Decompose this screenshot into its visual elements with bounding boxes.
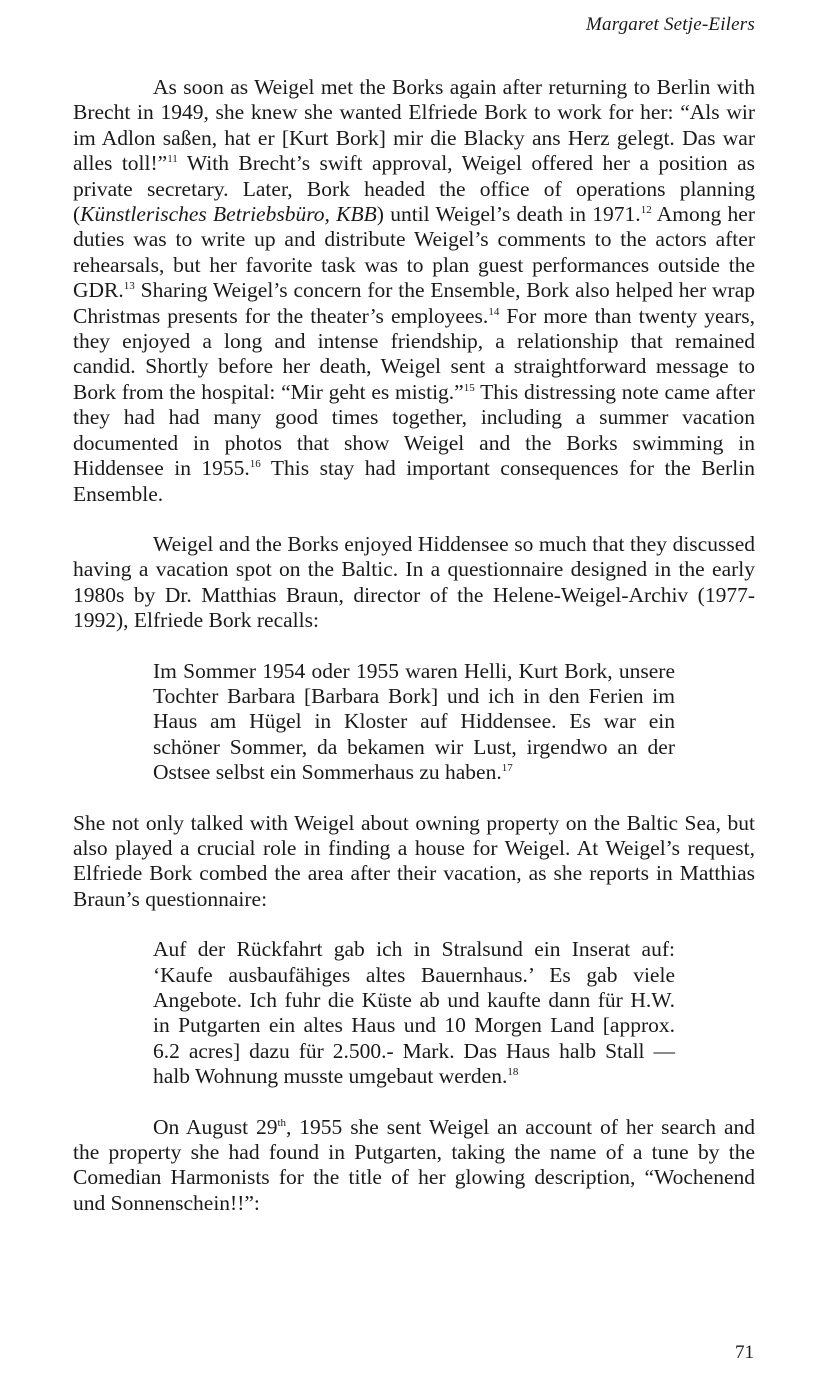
text-run: On August 29 — [153, 1114, 278, 1139]
text-run: This stay had important consequences for the Berlin Ensemble. — [73, 456, 755, 506]
body-text — [73, 75, 755, 1216]
text-run: , 1955 she sent Weigel an account of her search and the property she had found in Putgarten, taking the name of a tune by the Comedian Harmonists for the title of her glowing description, “Wochenend und Sonnenschein!!”: — [73, 1114, 755, 1215]
footnote-ref: 18 — [507, 1065, 519, 1078]
text-run: Weigel and the Borks enjoyed Hiddensee so much that they discussed having a vacation spot on the Baltic. In a questionnaire designed in the early 1980s by Dr. Matthias Braun, director of the Helene-Weigel-Archiv (1977-1992), Elfriede Bork recalls: — [73, 531, 755, 633]
italic-term: Künstlerisches Betriebsbüro, KBB — [80, 202, 377, 227]
text-run: She not only talked with Weigel about owning property on the Baltic Sea, but also played a crucial role in finding a house for Weigel. At Weigel’s request, Elfriede Bork combed the area after their vacation, as she reports in Matthias Braun’s questionnaire: — [73, 810, 755, 911]
footnote-ref: th — [277, 1116, 287, 1129]
footnote-ref: 11 — [167, 152, 178, 165]
text-run: Among her duties was to write up and distribute Weigel’s comments to the actors after rehearsals, but her favorite task was to plan guest performances outside the GDR. — [73, 202, 755, 303]
block-quote — [153, 937, 675, 1089]
paragraph — [73, 75, 755, 507]
footnote-ref: 14 — [488, 305, 500, 318]
text-run: Auf der Rückfahrt gab ich in Stralsund ein Inserat auf: ‘Kaufe ausbaufähiges altes Bauernhaus.’ Es gab viele Angebote. Ich fuhr die Küste ab und kaufte dann für H.W. in Putgarten ein altes Haus und 10 Morgen Land [approx. 6.2 acres] dazu für 2.500.- Mark. Das Haus halb Stall — halb Wohnung musste umgebaut werden. — [153, 937, 675, 1089]
block-quote — [153, 659, 675, 786]
footnote-ref: 13 — [123, 280, 135, 292]
paragraph — [73, 1115, 755, 1217]
footnote-ref: 17 — [501, 761, 513, 774]
text-run: This distressing note came after they had had many good times together, including a summer vacation documented in photos that show Weigel and the Borks swimming in Hiddensee in 1955. — [73, 379, 755, 481]
footnote-ref: 15 — [463, 381, 475, 394]
running-head-author: Margaret Setje-Eilers — [585, 14, 755, 35]
paragraph — [73, 811, 755, 913]
footnote-ref: 16 — [249, 457, 261, 470]
footnote-ref: 12 — [640, 203, 652, 216]
text-run: Sharing Weigel’s concern for the Ensemble, Bork also helped her wrap Christmas presents for the theater’s employees. — [73, 278, 755, 328]
page-number: 71 — [735, 1342, 754, 1363]
text-run: Im Sommer 1954 oder 1955 waren Helli, Kurt Bork, unsere Tochter Barbara [Barbara Bork] und ich in den Ferien im Haus am Hügel in Kloster auf Hiddensee. Es war ein schöner Sommer, da bekamen wir Lust, irgendwo an der Ostsee selbst ein Sommerhaus zu haben. — [153, 658, 675, 785]
text-run: As soon as Weigel met the Borks again after returning to Berlin with Brecht in 1949, she knew she wanted Elfriede Bork to work for her: “Als wir im Adlon saßen, hat er [Kurt Bork] mir die Blacky ans Herz gelegt. Das war alles toll!” — [73, 75, 755, 176]
text-run: ) until Weigel’s death in 1971. — [376, 202, 641, 227]
text-run: For more than twenty years, they enjoyed a long and intense friendship, a relationship that remained candid. Shortly before her death, Weigel sent a straightforward message to Bork from the hospital: “Mir geht es mistig.” — [73, 303, 755, 404]
paragraph — [73, 532, 755, 634]
text-run: With Brecht’s swift approval, Weigel offered her a position as private secretary. Later, Bork headed the office of operations planning ( — [73, 151, 755, 227]
